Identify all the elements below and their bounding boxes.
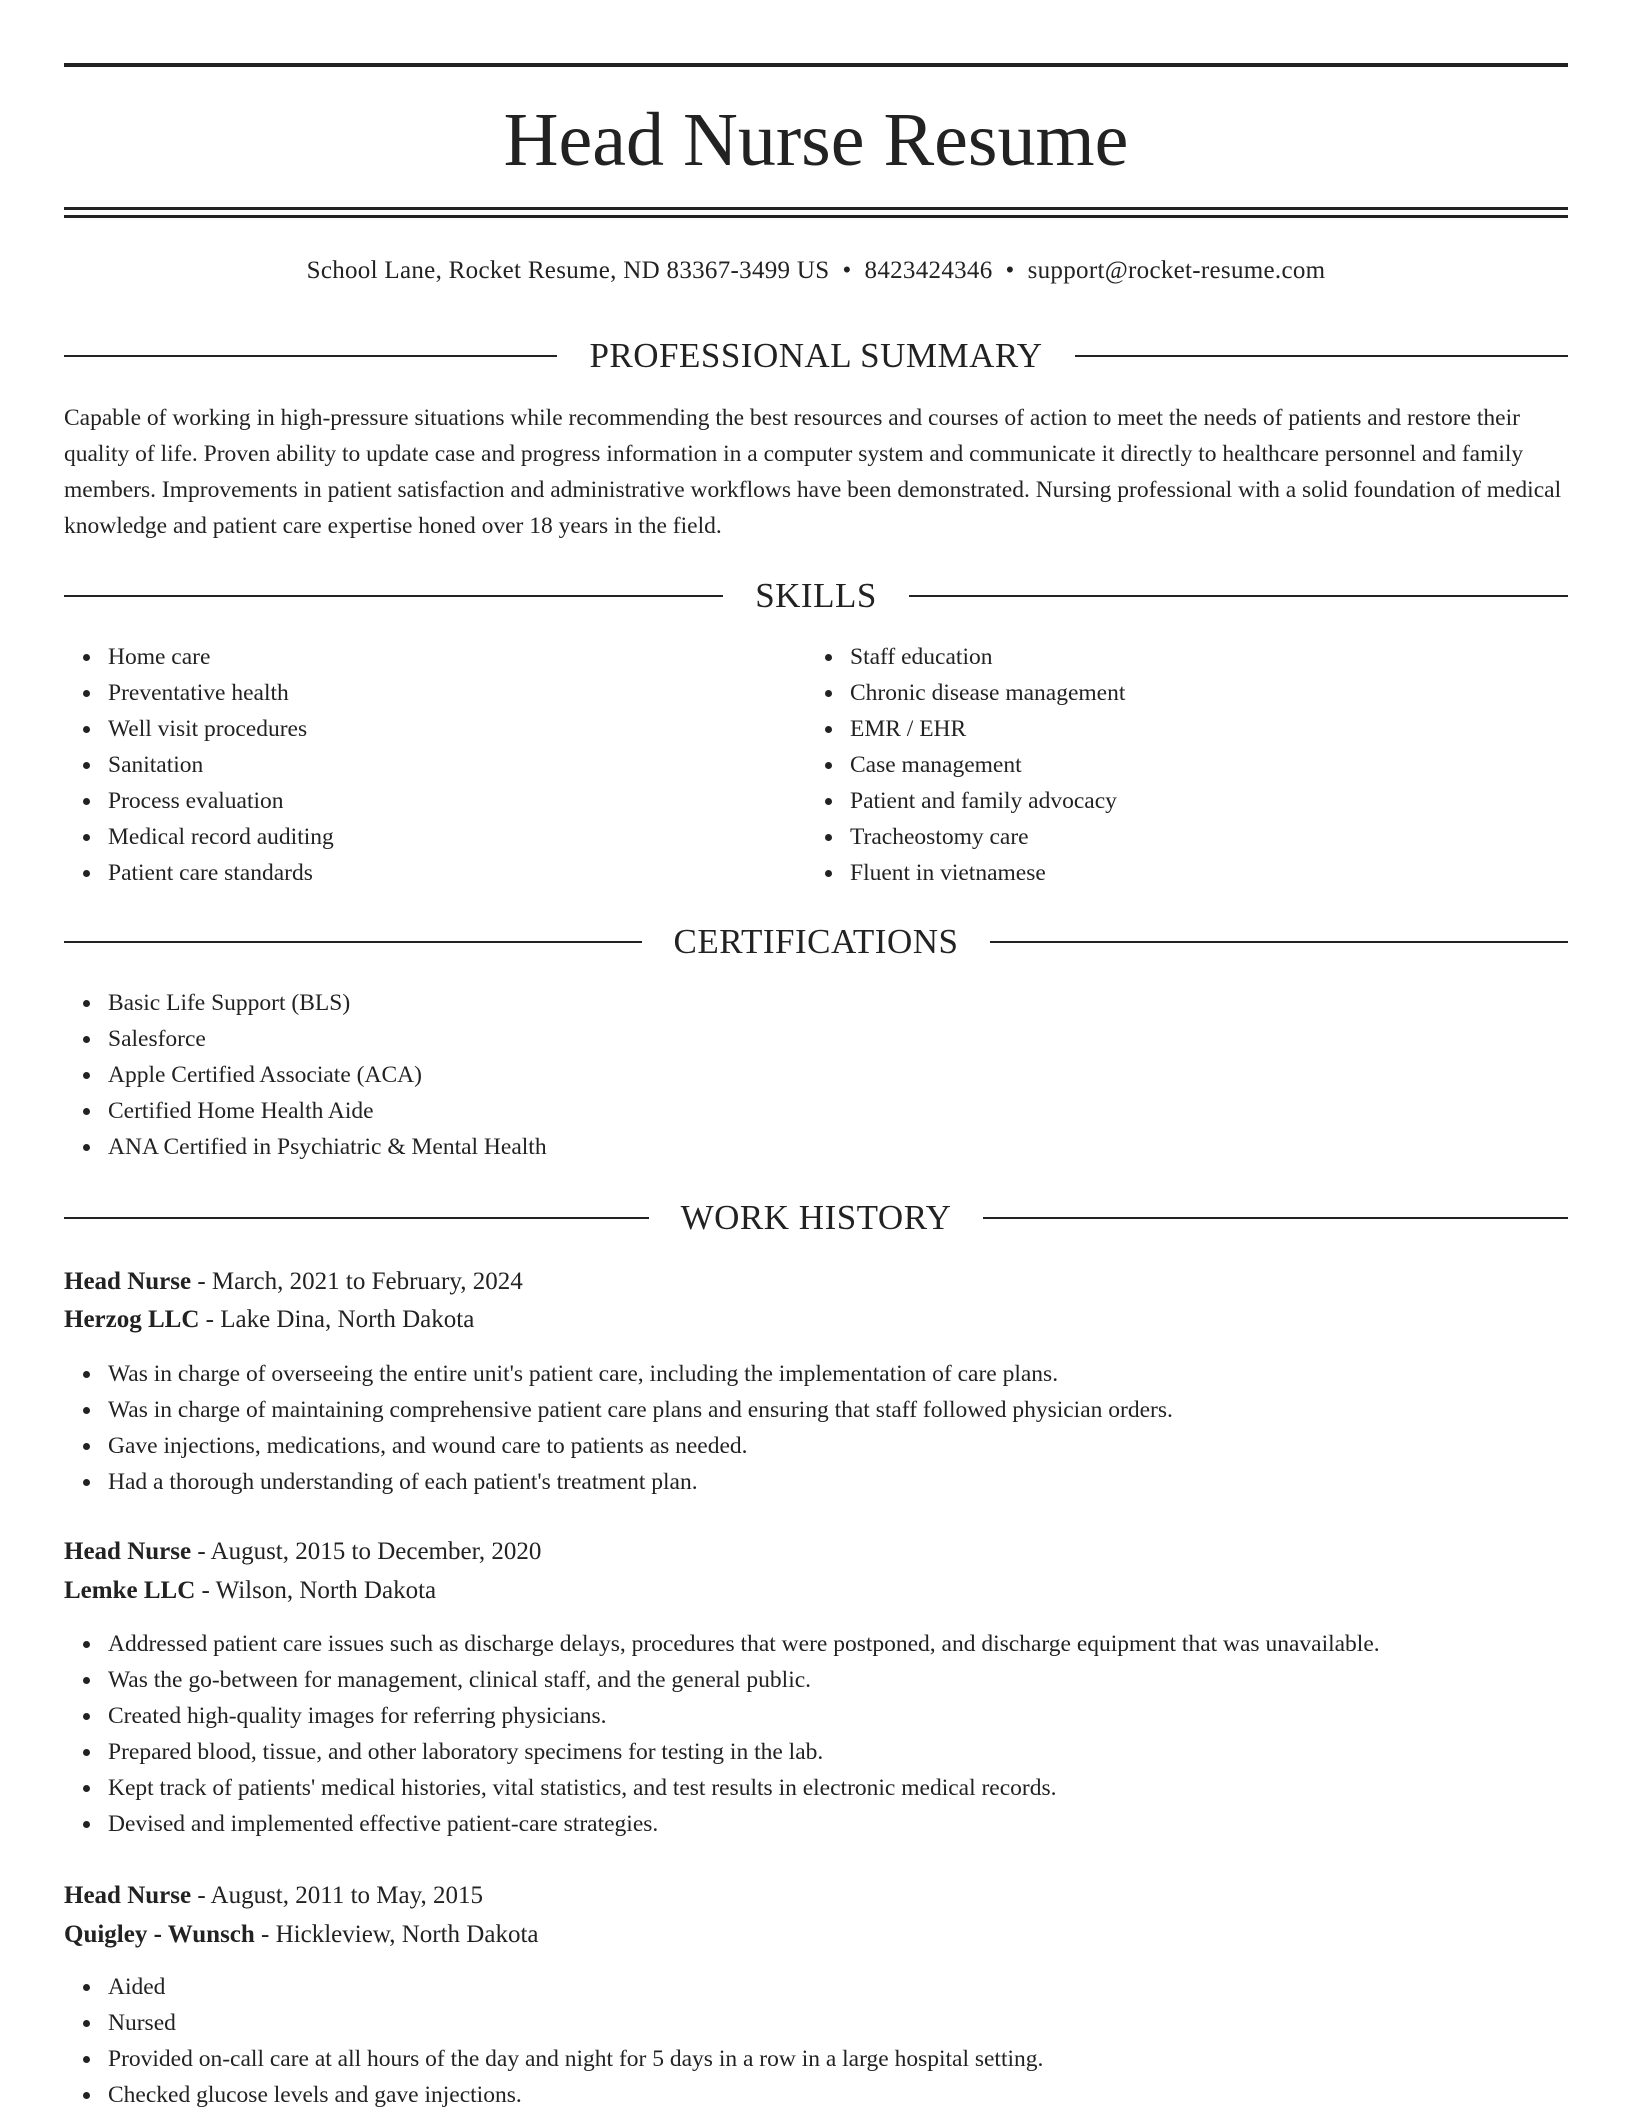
job-bullet: Gave injections, medications, and wound care to patients as needed. bbox=[108, 1428, 1173, 1464]
job-bullet: Prepared blood, tissue, and other laboratory specimens for testing in the lab. bbox=[108, 1734, 1380, 1770]
job-title-line bbox=[64, 1264, 523, 1300]
job-location: - Hickleview, North Dakota bbox=[254, 1921, 539, 1948]
job-dates: - August, 2011 to May, 2015 bbox=[191, 1882, 483, 1909]
top-rule bbox=[64, 63, 1568, 67]
heading-rule-right bbox=[983, 1217, 1568, 1219]
heading-rule-left bbox=[64, 941, 642, 943]
heading-rule-left bbox=[64, 1217, 649, 1219]
job-title-line bbox=[64, 1878, 483, 1914]
contact-phone: 8423424346 bbox=[864, 257, 993, 284]
skill-item: Sanitation bbox=[108, 747, 334, 783]
job-bullet: Was in charge of maintaining comprehensive patient care plans and ensuring that staff followed physician orders. bbox=[108, 1392, 1173, 1428]
skill-item: Staff education bbox=[850, 639, 1125, 675]
job-bullet: Was in charge of overseeing the entire unit's patient care, including the implementation of care plans. bbox=[108, 1356, 1173, 1392]
job-location: - Wilson, North Dakota bbox=[195, 1577, 437, 1604]
skill-item: Home care bbox=[108, 639, 334, 675]
skills-list-right bbox=[806, 639, 1125, 891]
heading-rule-right bbox=[990, 941, 1568, 943]
title-rule-upper bbox=[64, 207, 1568, 210]
section-heading-certifications bbox=[64, 920, 1568, 964]
heading-rule-right bbox=[1075, 355, 1568, 357]
job-bullet: Kept track of patients' medical histories, vital statistics, and test results in electronic medical records. bbox=[108, 1770, 1380, 1806]
job-bullet: Addressed patient care issues such as discharge delays, procedures that were postponed, and discharge equipment that was unavailable. bbox=[108, 1626, 1380, 1662]
certifications-list bbox=[64, 985, 547, 1165]
job-bullets bbox=[64, 1969, 1043, 2113]
title-rule-lower bbox=[64, 215, 1568, 218]
section-title: CERTIFICATIONS bbox=[673, 922, 959, 961]
job-company: Herzog LLC bbox=[64, 1306, 200, 1333]
job-company-line bbox=[64, 1302, 474, 1338]
section-heading-summary bbox=[64, 334, 1568, 378]
job-dates: - March, 2021 to February, 2024 bbox=[191, 1268, 523, 1295]
certification-item: Basic Life Support (BLS) bbox=[108, 985, 547, 1021]
skill-item: Patient and family advocacy bbox=[850, 783, 1125, 819]
job-bullet: Provided on-call care at all hours of the day and night for 5 days in a row in a large hospital setting. bbox=[108, 2041, 1043, 2077]
job-company: Lemke LLC bbox=[64, 1577, 196, 1604]
heading-rule-left bbox=[64, 355, 557, 357]
job-dates: - August, 2015 to December, 2020 bbox=[191, 1538, 542, 1565]
summary-paragraph: Capable of working in high-pressure situations while recommending the best resources and courses of action to meet the needs of patients and restore their quality of life. Proven ability to update case and progress information in a computer system and communicate it directly to healthcare personnel and family members. Improvements in patient satisfaction and administrative workflows have been demonstrated. Nursing professional with a solid foundation of medical knowledge and patient care expertise honed over 18 years in the field. bbox=[64, 405, 1562, 539]
certification-item: Apple Certified Associate (ACA) bbox=[108, 1057, 547, 1093]
skill-item: Patient care standards bbox=[108, 855, 334, 891]
job-bullet: Nursed bbox=[108, 2005, 1043, 2041]
job-title-line bbox=[64, 1534, 541, 1570]
section-heading-skills bbox=[64, 574, 1568, 618]
job-bullet: Checked glucose levels and gave injections. bbox=[108, 2077, 1043, 2113]
skill-item: Well visit procedures bbox=[108, 711, 334, 747]
certification-item: Salesforce bbox=[108, 1021, 547, 1057]
skill-item: Case management bbox=[850, 747, 1125, 783]
job-bullet: Aided bbox=[108, 1969, 1043, 2005]
certification-item: Certified Home Health Aide bbox=[108, 1093, 547, 1129]
section-title: SKILLS bbox=[755, 576, 877, 615]
section-title: PROFESSIONAL SUMMARY bbox=[589, 336, 1043, 375]
job-company-line bbox=[64, 1573, 436, 1609]
skill-item: Chronic disease management bbox=[850, 675, 1125, 711]
job-bullets bbox=[64, 1626, 1380, 1842]
job-bullet: Had a thorough understanding of each patient's treatment plan. bbox=[108, 1464, 1173, 1500]
job-company-line bbox=[64, 1917, 539, 1953]
skills-list-left bbox=[64, 639, 334, 891]
skill-item: Tracheostomy care bbox=[850, 819, 1125, 855]
job-location: - Lake Dina, North Dakota bbox=[199, 1306, 475, 1333]
job-bullets bbox=[64, 1356, 1173, 1500]
heading-rule-left bbox=[64, 595, 723, 597]
job-bullet: Devised and implemented effective patient-care strategies. bbox=[108, 1806, 1380, 1842]
contact-line bbox=[64, 254, 1568, 288]
section-title: WORK HISTORY bbox=[680, 1198, 952, 1237]
job-company: Quigley - Wunsch bbox=[64, 1921, 255, 1948]
heading-rule-right bbox=[909, 595, 1568, 597]
job-title: Head Nurse bbox=[64, 1882, 192, 1909]
job-bullet: Created high-quality images for referring physicians. bbox=[108, 1698, 1380, 1734]
skill-item: Process evaluation bbox=[108, 783, 334, 819]
skill-item: Medical record auditing bbox=[108, 819, 334, 855]
resume-title: Head Nurse Resume bbox=[503, 98, 1129, 182]
contact-separator: • bbox=[1005, 257, 1015, 284]
job-title: Head Nurse bbox=[64, 1268, 192, 1295]
skill-item: Preventative health bbox=[108, 675, 334, 711]
job-bullet: Was the go-between for management, clinical staff, and the general public. bbox=[108, 1662, 1380, 1698]
contact-address: School Lane, Rocket Resume, ND 83367-3499 US bbox=[306, 257, 830, 284]
contact-email: support@rocket-resume.com bbox=[1027, 257, 1326, 284]
contact-separator: • bbox=[842, 257, 852, 284]
section-heading-work-history bbox=[64, 1196, 1568, 1240]
job-title: Head Nurse bbox=[64, 1538, 192, 1565]
skill-item: Fluent in vietnamese bbox=[850, 855, 1125, 891]
certification-item: ANA Certified in Psychiatric & Mental Health bbox=[108, 1129, 547, 1165]
skill-item: EMR / EHR bbox=[850, 711, 1125, 747]
